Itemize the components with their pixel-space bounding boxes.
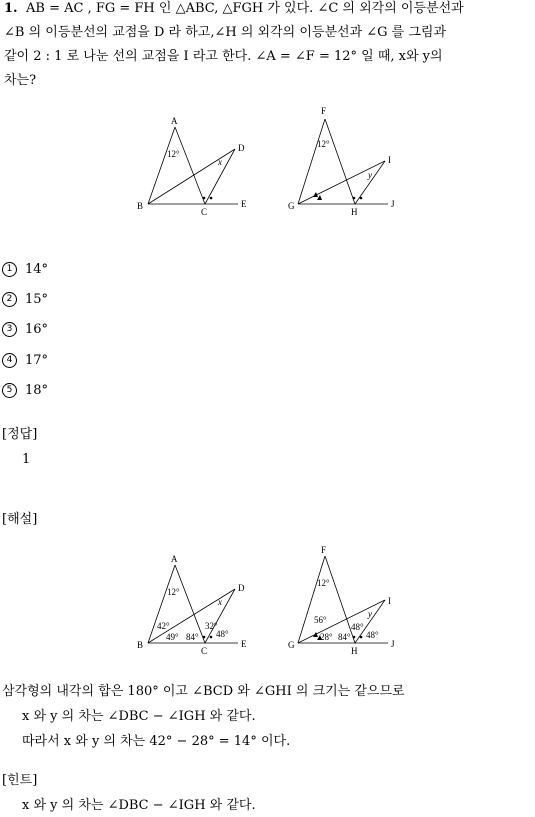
- sol-label-84: 84°: [186, 632, 199, 642]
- label-D: D: [238, 143, 245, 153]
- label-angle-12-right: 12°: [317, 139, 330, 149]
- choice-text-1: 14°: [25, 262, 49, 277]
- label-A: A: [171, 116, 178, 126]
- problem-line-4: 차는?: [4, 73, 37, 88]
- label-J: J: [391, 199, 395, 209]
- choice-number-5: 5: [2, 383, 17, 398]
- sol-label-C: C: [201, 646, 208, 656]
- sol-label-28: 28°: [320, 632, 333, 642]
- sol-label-x: x: [218, 597, 222, 607]
- choice-4[interactable]: [2, 353, 48, 368]
- solution-line-1: 삼각형의 내각의 합은 180° 이고 ∠BCD 와 ∠GHI 의 크기는 같으므로: [2, 684, 405, 699]
- choice-number-2: 2: [2, 292, 17, 307]
- sol-label-84-right: 84°: [338, 632, 351, 642]
- sol-label-F: F: [321, 545, 327, 555]
- sol-label-48-right-b: 48°: [366, 630, 379, 640]
- sol-label-12-right: 12°: [317, 578, 330, 588]
- sol-label-48-left: 48°: [216, 629, 229, 639]
- sol-label-E: E: [241, 639, 247, 649]
- choice-5[interactable]: [2, 383, 48, 398]
- problem-figure: [0, 105, 535, 225]
- label-H: H: [351, 207, 358, 217]
- sol-label-D: D: [238, 583, 245, 593]
- label-E: E: [241, 199, 247, 209]
- problem-line-3: 같이 2 : 1 로 나눈 선의 교점을 I 라고 한다. ∠A = ∠F = 12° 일 때, x와 y의: [4, 49, 443, 64]
- sol-label-B: B: [137, 640, 144, 650]
- label-I: I: [388, 155, 391, 165]
- problem-line-1: AB = AC , FG = FH 인 △ABC, △FGH 가 있다. ∠C 의 외각의 이등분선과: [26, 1, 464, 16]
- choice-number-3: 3: [2, 322, 17, 337]
- problem-number: 1.: [4, 1, 18, 16]
- solution-heading: [해설]: [2, 512, 38, 527]
- sol-label-56: 56°: [314, 615, 327, 625]
- answer-value: 1: [22, 452, 31, 467]
- choice-3[interactable]: [2, 322, 48, 337]
- solution-line-2: x 와 y 의 차는 ∠DBC − ∠IGH 와 같다.: [22, 709, 256, 724]
- sol-label-J: J: [391, 639, 395, 649]
- choice-text-3: 16°: [25, 322, 49, 337]
- sol-label-y: y: [368, 609, 372, 619]
- solution-figure: [0, 545, 535, 658]
- sol-label-G: G: [288, 640, 295, 650]
- choice-text-5: 18°: [25, 383, 49, 398]
- choice-number-1: 1: [2, 262, 17, 277]
- sol-label-42: 42°: [157, 621, 170, 631]
- sol-label-H: H: [351, 646, 358, 656]
- hint-heading: [힌트]: [2, 773, 38, 788]
- label-x: x: [218, 157, 222, 167]
- choice-text-2: 15°: [25, 292, 49, 307]
- sol-label-A: A: [171, 554, 178, 564]
- answer-heading: [정답]: [2, 427, 38, 442]
- choice-text-4: 17°: [25, 353, 49, 368]
- label-F: F: [321, 106, 327, 116]
- label-C: C: [201, 207, 208, 217]
- label-angle-12-left: 12°: [167, 149, 180, 159]
- sol-label-48-right-a: 48°: [351, 622, 364, 632]
- label-y: y: [368, 170, 372, 180]
- sol-label-12-left: 12°: [167, 587, 180, 597]
- sol-label-32: 32°: [205, 621, 218, 631]
- sol-label-I: I: [388, 596, 391, 606]
- label-G: G: [288, 201, 295, 211]
- choice-number-4: 4: [2, 353, 17, 368]
- problem-line-2: ∠B 의 이등분선의 교점을 D 라 하고,∠H 의 외각의 이등분선과 ∠G 를 그림과: [4, 25, 447, 40]
- sol-label-49: 49°: [166, 632, 179, 642]
- choice-1[interactable]: [2, 262, 48, 277]
- hint-line-1: x 와 y 의 차는 ∠DBC − ∠IGH 와 같다.: [22, 798, 256, 813]
- label-B: B: [137, 201, 144, 211]
- solution-line-3: 따라서 x 와 y 의 차는 42° − 28° = 14° 이다.: [22, 734, 291, 749]
- choice-2[interactable]: [2, 292, 48, 307]
